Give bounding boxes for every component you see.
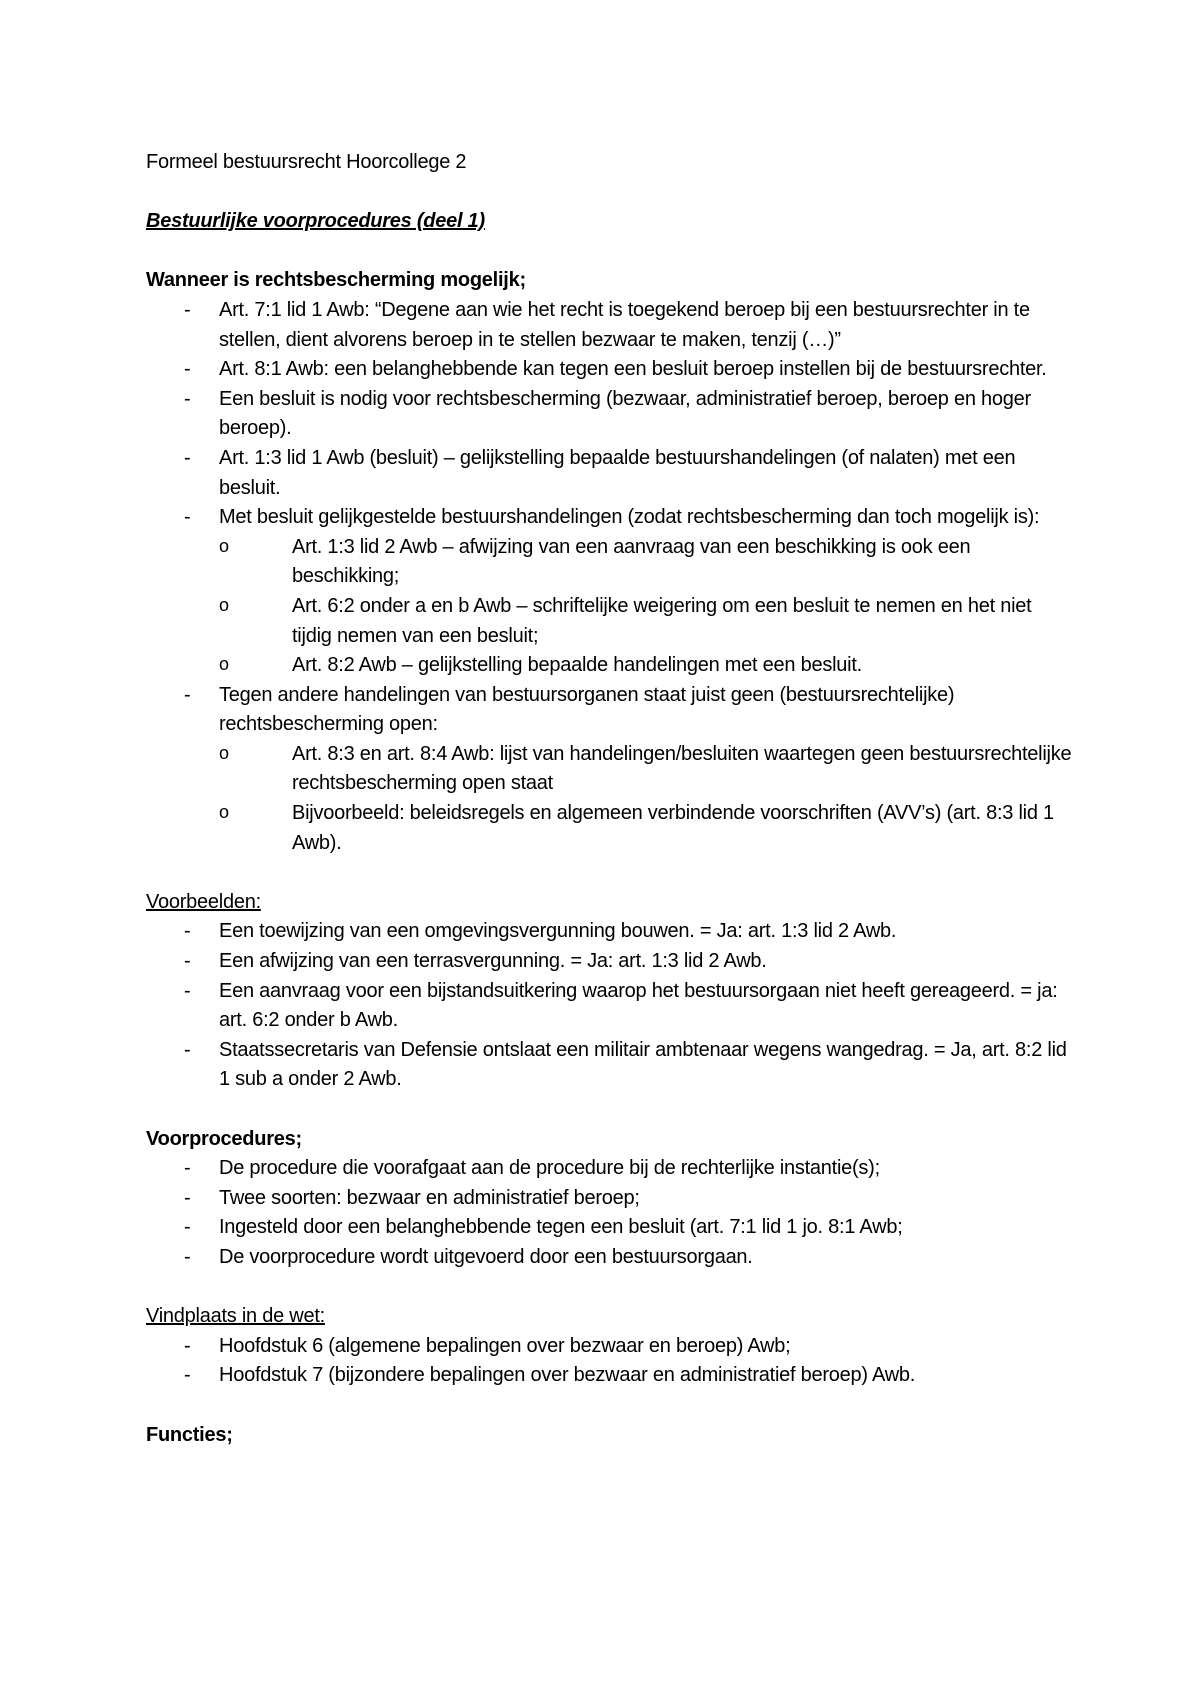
section-heading: Vindplaats in de wet:: [146, 1305, 325, 1328]
document-subtitle: Bestuurlijke voorprocedures (deel 1): [146, 210, 485, 233]
document-body: [146, 148, 1076, 1480]
list-item: - Staatssecretaris van Defensie ontslaat een militair ambtenaar wegens wangedrag. = Ja, art. 8:2 lid 1 sub a onder 2 Awb.: [146, 1036, 1076, 1095]
bullet-list: [146, 1154, 1076, 1272]
sub-list-item: o Art. 1:3 lid 2 Awb – afwijzing van een aanvraag van een beschikking is ook een beschikking;: [219, 533, 1076, 592]
list-item: [146, 681, 1076, 859]
document-title: Formeel bestuursrecht Hoorcollege 2: [146, 151, 467, 173]
bullet-list: [146, 296, 1076, 858]
list-item: - Art. 8:1 Awb: een belanghebbende kan tegen een besluit beroep instellen bij de bestuursrechter.: [146, 355, 1076, 385]
list-item-text: Met besluit gelijkgestelde bestuurshandelingen (zodat rechtsbescherming dan toch mogelijk is):: [219, 506, 1040, 529]
list-item: - Een aanvraag voor een bijstandsuitkering waarop het bestuursorgaan niet heeft gereageerd. = ja: art. 6:2 onder b Awb.: [146, 977, 1076, 1036]
list-item-text: Tegen andere handelingen van bestuursorganen staat juist geen (bestuursrechtelijke) rechtsbescherming open:: [219, 683, 955, 736]
sub-list: [219, 533, 1076, 681]
section-vindplaats: [146, 1302, 1076, 1391]
section-rechtsbescherming: [146, 266, 1076, 858]
bullet-list: [146, 917, 1076, 1095]
section-heading: Voorprocedures;: [146, 1127, 302, 1150]
list-item: - Hoofdstuk 7 (bijzondere bepalingen over bezwaar en administratief beroep) Awb.: [146, 1361, 1076, 1391]
section-heading: Voorbeelden:: [146, 890, 261, 913]
section-heading: Functies;: [146, 1423, 233, 1446]
section-heading: Wanneer is rechtsbescherming mogelijk;: [146, 269, 526, 292]
list-item: [146, 503, 1076, 681]
section-voorbeelden: [146, 888, 1076, 1095]
sub-list: [219, 740, 1076, 858]
section-functies: [146, 1421, 1076, 1451]
list-item: - Twee soorten: bezwaar en administratief beroep;: [146, 1184, 1076, 1214]
list-item: - De voorprocedure wordt uitgevoerd door een bestuursorgaan.: [146, 1243, 1076, 1273]
list-item: - Een besluit is nodig voor rechtsbescherming (bezwaar, administratief beroep, beroep en hoger beroep).: [146, 385, 1076, 444]
bullet-list: [146, 1332, 1076, 1391]
list-item: - Art. 7:1 lid 1 Awb: “Degene aan wie het recht is toegekend beroep bij een bestuursrechter in te stellen, dient alvorens beroep in te stellen bezwaar te maken, tenzij (…)”: [146, 296, 1076, 355]
sub-list-item: o Art. 6:2 onder a en b Awb – schriftelijke weigering om een besluit te nemen en het niet tijdig nemen van een besluit;: [219, 592, 1076, 651]
sub-list-item: o Art. 8:2 Awb – gelijkstelling bepaalde handelingen met een besluit.: [219, 651, 1076, 681]
list-item: - Hoofdstuk 6 (algemene bepalingen over bezwaar en beroep) Awb;: [146, 1332, 1076, 1362]
list-item: - Ingesteld door een belanghebbende tegen een besluit (art. 7:1 lid 1 jo. 8:1 Awb;: [146, 1213, 1076, 1243]
sub-list-item: o Art. 8:3 en art. 8:4 Awb: lijst van handelingen/besluiten waartegen geen bestuursrechtelijke rechtsbescherming open staat: [219, 740, 1076, 799]
list-item: - De procedure die voorafgaat aan de procedure bij de rechterlijke instantie(s);: [146, 1154, 1076, 1184]
section-voorprocedures: [146, 1125, 1076, 1273]
list-item: - Art. 1:3 lid 1 Awb (besluit) – gelijkstelling bepaalde bestuurshandelingen (of nalaten) met een besluit.: [146, 444, 1076, 503]
list-item: - Een toewijzing van een omgevingsvergunning bouwen. = Ja: art. 1:3 lid 2 Awb.: [146, 917, 1076, 947]
sub-list-item: o Bijvoorbeeld: beleidsregels en algemeen verbindende voorschriften (AVV’s) (art. 8:3 lid 1 Awb).: [219, 799, 1076, 858]
list-item: - Een afwijzing van een terrasvergunning. = Ja: art. 1:3 lid 2 Awb.: [146, 947, 1076, 977]
